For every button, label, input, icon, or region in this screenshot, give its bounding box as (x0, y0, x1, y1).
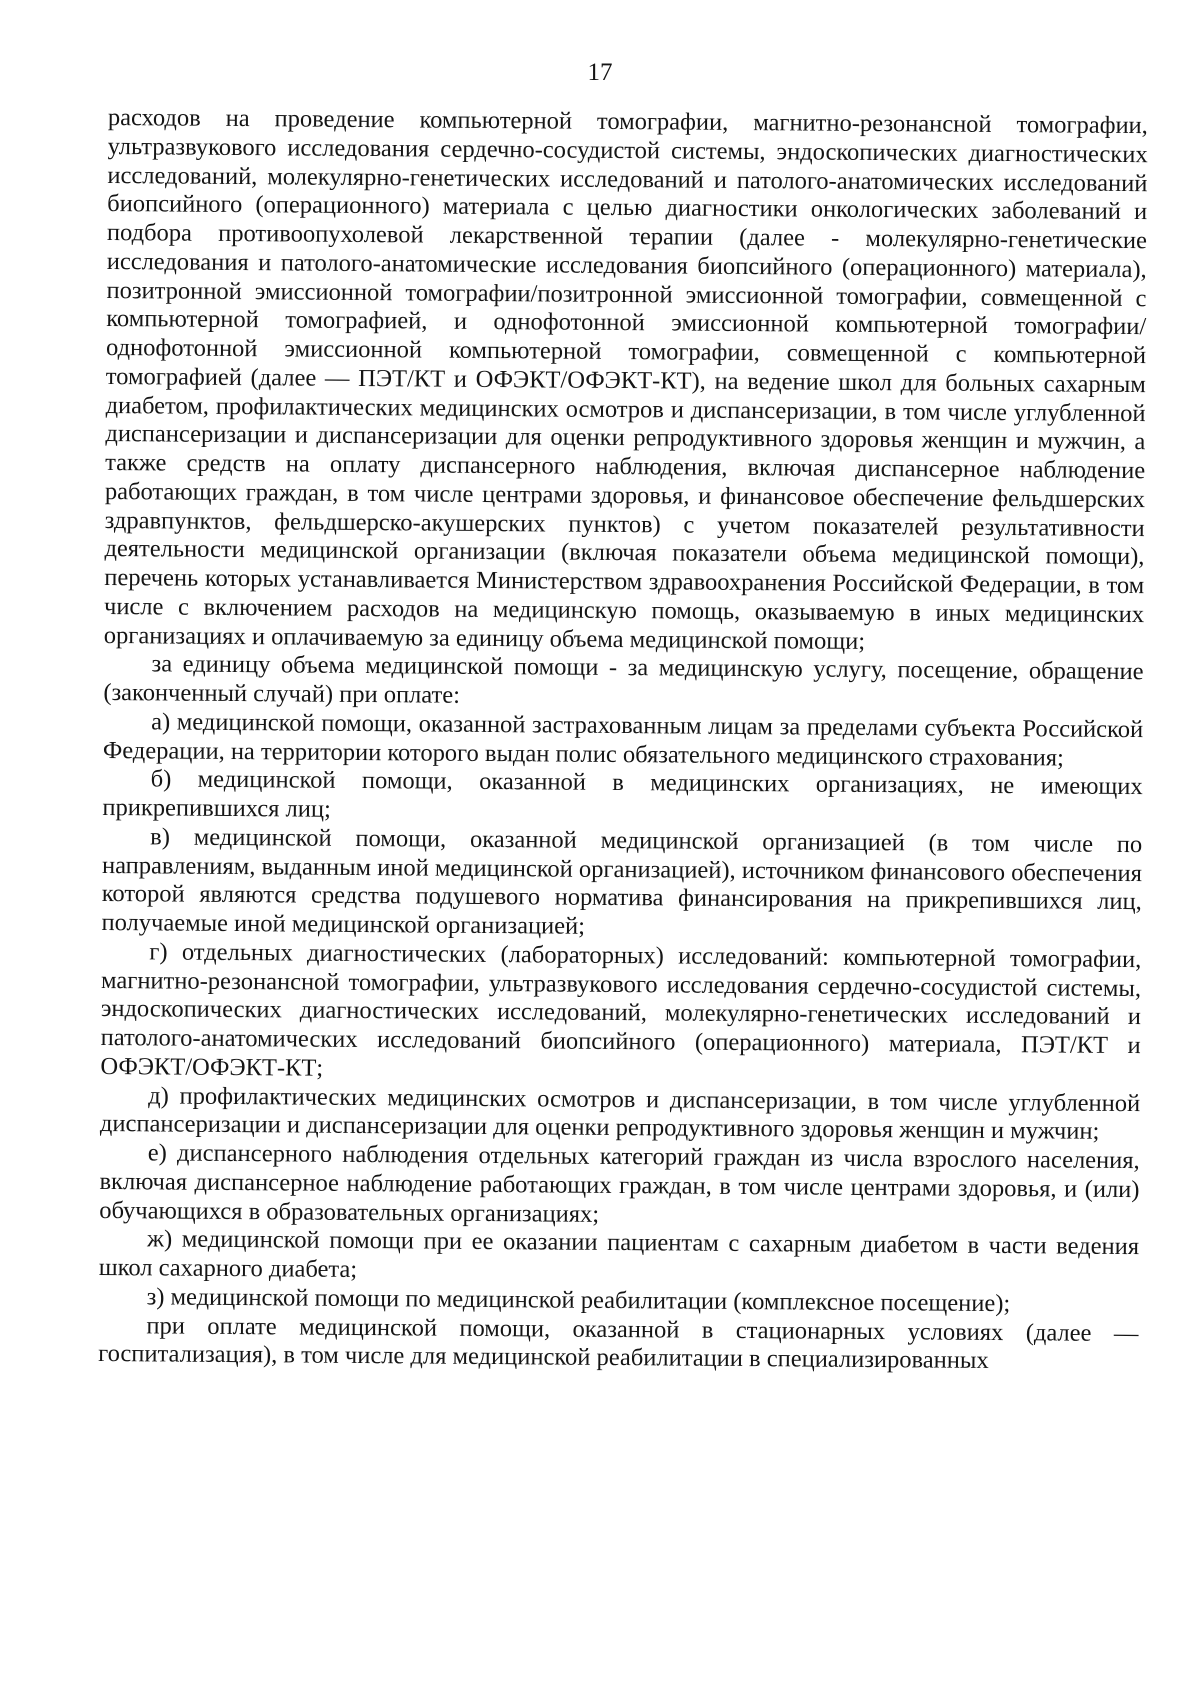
document-body (98, 104, 1148, 1377)
paragraph-hospitalization: при оплате медицинской помощи, оказанной в стационарных условиях (далее — госпитализация), в том числе для медицинской реабилитации в специализированных (98, 1311, 1139, 1375)
paragraph-item-zh: ж) медицинской помощи при ее оказании пациентам с сахарным диабетом в части ведения школ сахарного диабета; (98, 1225, 1140, 1283)
paragraph-item-g: г) отдельных диагностических (лабораторных) исследований: компьютерной томографии, магнитно-резонансной томографии, ультразвукового исследования сердечно-сосудистой системы, эндоскопических диагностических исследований, молекулярно-генетических исследований и патолого-анатомических исследований биопсийного (операционного) материала, ПЭТ/КТ и ОФЭКТ/ОФЭКТ-КТ; (100, 938, 1142, 1082)
paragraph-item-e: е) диспансерного наблюдения отдельных категорий граждан из числа взрослого населения, включая диспансерное наблюдение работающих граждан, в том числе центрами здоровья, и (или) обучающихся в образовательных организациях; (99, 1139, 1140, 1228)
page-number: 17 (587, 59, 613, 86)
paragraph-item-d: д) профилактических медицинских осмотров и диспансеризации, в том числе углубленной диспансеризации и диспансеризации для оценки репродуктивного здоровья женщин и мужчин; (99, 1081, 1141, 1146)
paragraph-item-a: а) медицинской помощи, оказанной застрахованным лицам за пределами субъекта Российской Федерации, на территории которого выдан полис обязательного медицинского страхования; (102, 708, 1144, 772)
paragraph-item-z: з) медицинской помощи по медицинской реабилитации (комплексное посещение); (146, 1283, 1011, 1317)
paragraph-2: за единицу объема медицинской помощи - за медицинскую услугу, посещение, обращение (законченный случай) при оплате: (103, 650, 1144, 709)
paragraph-1: расходов на проведение компьютерной томографии, магнитно-резонансной томографии, ультразвукового исследования сердечно-сосудистой системы, эндоскопических диагностических исследований, молекулярно-генетических исследований и патолого-анатомических исследований биопсийного (операционного) материала с целью диагностики онкологических заболеваний и подбора противоопухолевой лекарственной терапии (далее - молекулярно-генетические исследования и патолого-анатомические исследования биопсийного (операционного) материала), позитронной эмиссионной томографии/позитронной эмиссионной томографии, совмещенной с компьютерной томографией, и однофотонной эмиссионной компьютерной томографии/однофотонной эмиссионной компьютерной томографии, совмещенной с компьютерной томографией (далее — ПЭТ/КТ и ОФЭКТ/ОФЭКТ-КТ), на ведение школ для больных сахарным диабетом, профилактических медицинских осмотров и диспансеризации, в том числе углубленной диспансеризации и диспансеризации для оценки репродуктивного здоровья женщин и мужчин, а также средств на оплату диспансерного наблюдения, включая диспансерное наблюдение работающих граждан, в том числе центрами здоровья, и финансовое обеспечение фельдшерских здравпунктов, фельдшерско-акушерских пунктов) с учетом показателей результативности деятельности медицинской организации (включая показатели объема медицинской помощи), перечень которых устанавливается Министерством здравоохранения Российской Федерации, в том числе с включением расходов на медицинскую помощь, оказываемую в иных медицинских организациях и оплачиваемую за единицу объема медицинской помощи; (103, 104, 1148, 655)
paragraph-item-v: в) медицинской помощи, оказанной медицинской организацией (в том числе по направлениям, выданным иной медицинской организацией), источником финансового обеспечения которой являются средства подушевого норматива финансирования на прикрепившихся лиц, получаемые иной медицинской организацией; (101, 823, 1143, 940)
paragraph-item-b: б) медицинской помощи, оказанной в медицинских организациях, не имеющих прикрепившихся лиц; (102, 765, 1143, 823)
